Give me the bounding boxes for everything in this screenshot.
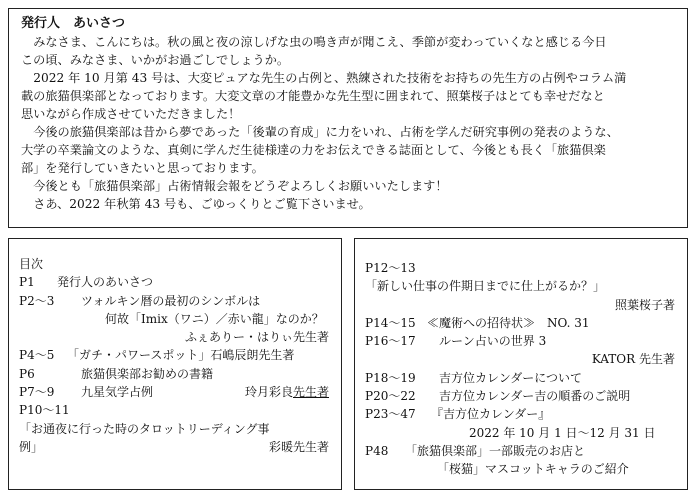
toc-title: 「ガチ・パワースポット」石嶋辰朗先生著 (67, 348, 295, 363)
toc-dates: 2022 年 10 月 1 日〜12 月 31 日 (469, 425, 656, 440)
toc-author: 照葉桜子著 (614, 297, 675, 312)
greeting-line: さあ、2022 年秋第 43 号も、ごゆっくりとご覧下さいませ。 (33, 197, 371, 211)
toc-entry-p48-cont (365, 460, 679, 478)
toc-heading-row (19, 255, 333, 273)
toc-title: 「新しい仕事の件期日までに仕上がるか？」 (365, 279, 606, 294)
toc-entry-p4 (19, 346, 333, 364)
toc-entry-p2-cont (19, 310, 333, 328)
toc-page-number: P48 (365, 443, 389, 458)
toc-title: 何故「Imix（ワニ）／赤い龍」なのか？ (105, 311, 324, 326)
toc-title: 旅猫倶楽部お勧めの書籍 (81, 366, 214, 381)
toc-title: 「旅猫倶楽部」一部販売のお店と (405, 443, 586, 458)
toc-page-number: P20〜22 (365, 389, 416, 404)
toc-title: 「桜猫」マスコットキャラのご紹介 (437, 462, 629, 477)
toc-author: KATOR 先生著 (591, 352, 675, 367)
toc-author: ふぇありー・はりぃ先生著 (184, 330, 329, 345)
toc-entry-p16 (365, 332, 679, 350)
toc-title: 発行人のあいさつ (57, 275, 154, 290)
greeting-line: 載の旅猫倶楽部となっております。大変文章の才能豊かな先生型に囲まれて、照葉桜子はとても幸せだなと (21, 89, 605, 103)
toc-page-number: P7〜9 (19, 385, 55, 400)
toc-entry-p12 (365, 259, 679, 277)
toc-entry-p10 (19, 401, 333, 419)
toc-page-number: P18〜19 (365, 370, 416, 385)
toc-page-number: P2〜3 (19, 293, 55, 308)
toc-page-number: P14〜15 (365, 315, 416, 330)
greeting-line: 思いながら作成させていただきました！ (21, 107, 241, 121)
greeting-title: 発行人 あいさつ (21, 16, 126, 31)
table-of-contents-right (354, 238, 688, 490)
toc-entry-p23 (365, 405, 679, 423)
toc-entry-p2-author (19, 328, 333, 346)
toc-entry-p12-author (365, 296, 679, 314)
toc-entry-p16-author (365, 350, 679, 368)
toc-entry-p20 (365, 387, 679, 405)
greeting-line: 大学の卒業論文のような、真剣に学んだ生徒様達の力をお伝えできる誌面として、今後とも長く「旅猫倶楽 (21, 143, 606, 157)
greeting-line: 今後の旅猫倶楽部は昔から夢であった「後輩の育成」に力をいれ、占術を学んだ研究事例の発表のような、 (33, 125, 619, 139)
toc-title: ツォルキン暦の最初のシンボルは (81, 293, 261, 308)
greeting-line: 部」を発行していきたいと思っております。 (21, 161, 264, 175)
toc-title: 「お通夜に行った時のタロットリーディング事 (19, 421, 270, 436)
toc-heading: 目次 (19, 257, 44, 271)
toc-entry-p7 (19, 383, 333, 401)
toc-author-suffix: 先生著 (292, 385, 329, 400)
toc-author (245, 383, 329, 401)
toc-page-number: P16〜17 (365, 334, 416, 349)
toc-page-number: P6 (19, 366, 35, 381)
toc-entry-p2 (19, 292, 333, 310)
toc-entry-p1 (19, 273, 333, 291)
toc-page-number: P12〜13 (365, 261, 416, 275)
greeting-line: 2022 年 10 月第 43 号は、大変ピュアな先生の占例と、熟練された技術をお持ちの先生方の占例やコラム満 (33, 71, 627, 85)
toc-title: 吉方位カレンダー吉の順番のご説明 (439, 389, 631, 404)
toc-entry-p18 (365, 369, 679, 387)
toc-entry-p23-dates (365, 424, 679, 442)
toc-entry-p6 (19, 365, 333, 383)
toc-title: 『吉方位カレンダー』 (431, 407, 551, 422)
toc-title: 吉方位カレンダーについて (439, 370, 582, 385)
toc-title: 九星気学占例 (81, 385, 154, 400)
greeting-line: 今後とも「旅猫倶楽部」占術情報会報をどうぞよろしくお願いいたします！ (33, 179, 448, 193)
toc-entry-p10-cont (19, 438, 333, 456)
toc-page-number: P4〜5 (19, 348, 55, 363)
toc-author: 彩暖先生著 (268, 439, 329, 454)
toc-title: ルーン占いの世界 3 (439, 334, 547, 349)
toc-author-name: 玲月彩良 (244, 385, 293, 400)
greeting-line: みなさま、こんにちは。秋の風と夜の涼しげな虫の鳴き声が聞こえ、季節が変わっていくなと感じる今日 (33, 35, 607, 49)
toc-entry-p48 (365, 442, 679, 460)
toc-title: ≪魔術への招待状≫ NO. 31 (427, 315, 590, 330)
toc-title: 例」 (19, 439, 44, 454)
table-of-contents-left (8, 238, 342, 490)
toc-entry-p14 (365, 314, 679, 332)
greeting-line: この頃、みなさま、いかがお過ごしでしょうか。 (21, 53, 290, 67)
toc-page-number: P10〜11 (19, 403, 70, 418)
toc-entry-p12-title (365, 277, 679, 295)
toc-page-number: P23〜47 (365, 407, 416, 422)
greeting-section (8, 8, 688, 228)
toc-page-number: P1 (19, 275, 35, 290)
toc-entry-p10-title (19, 420, 333, 438)
